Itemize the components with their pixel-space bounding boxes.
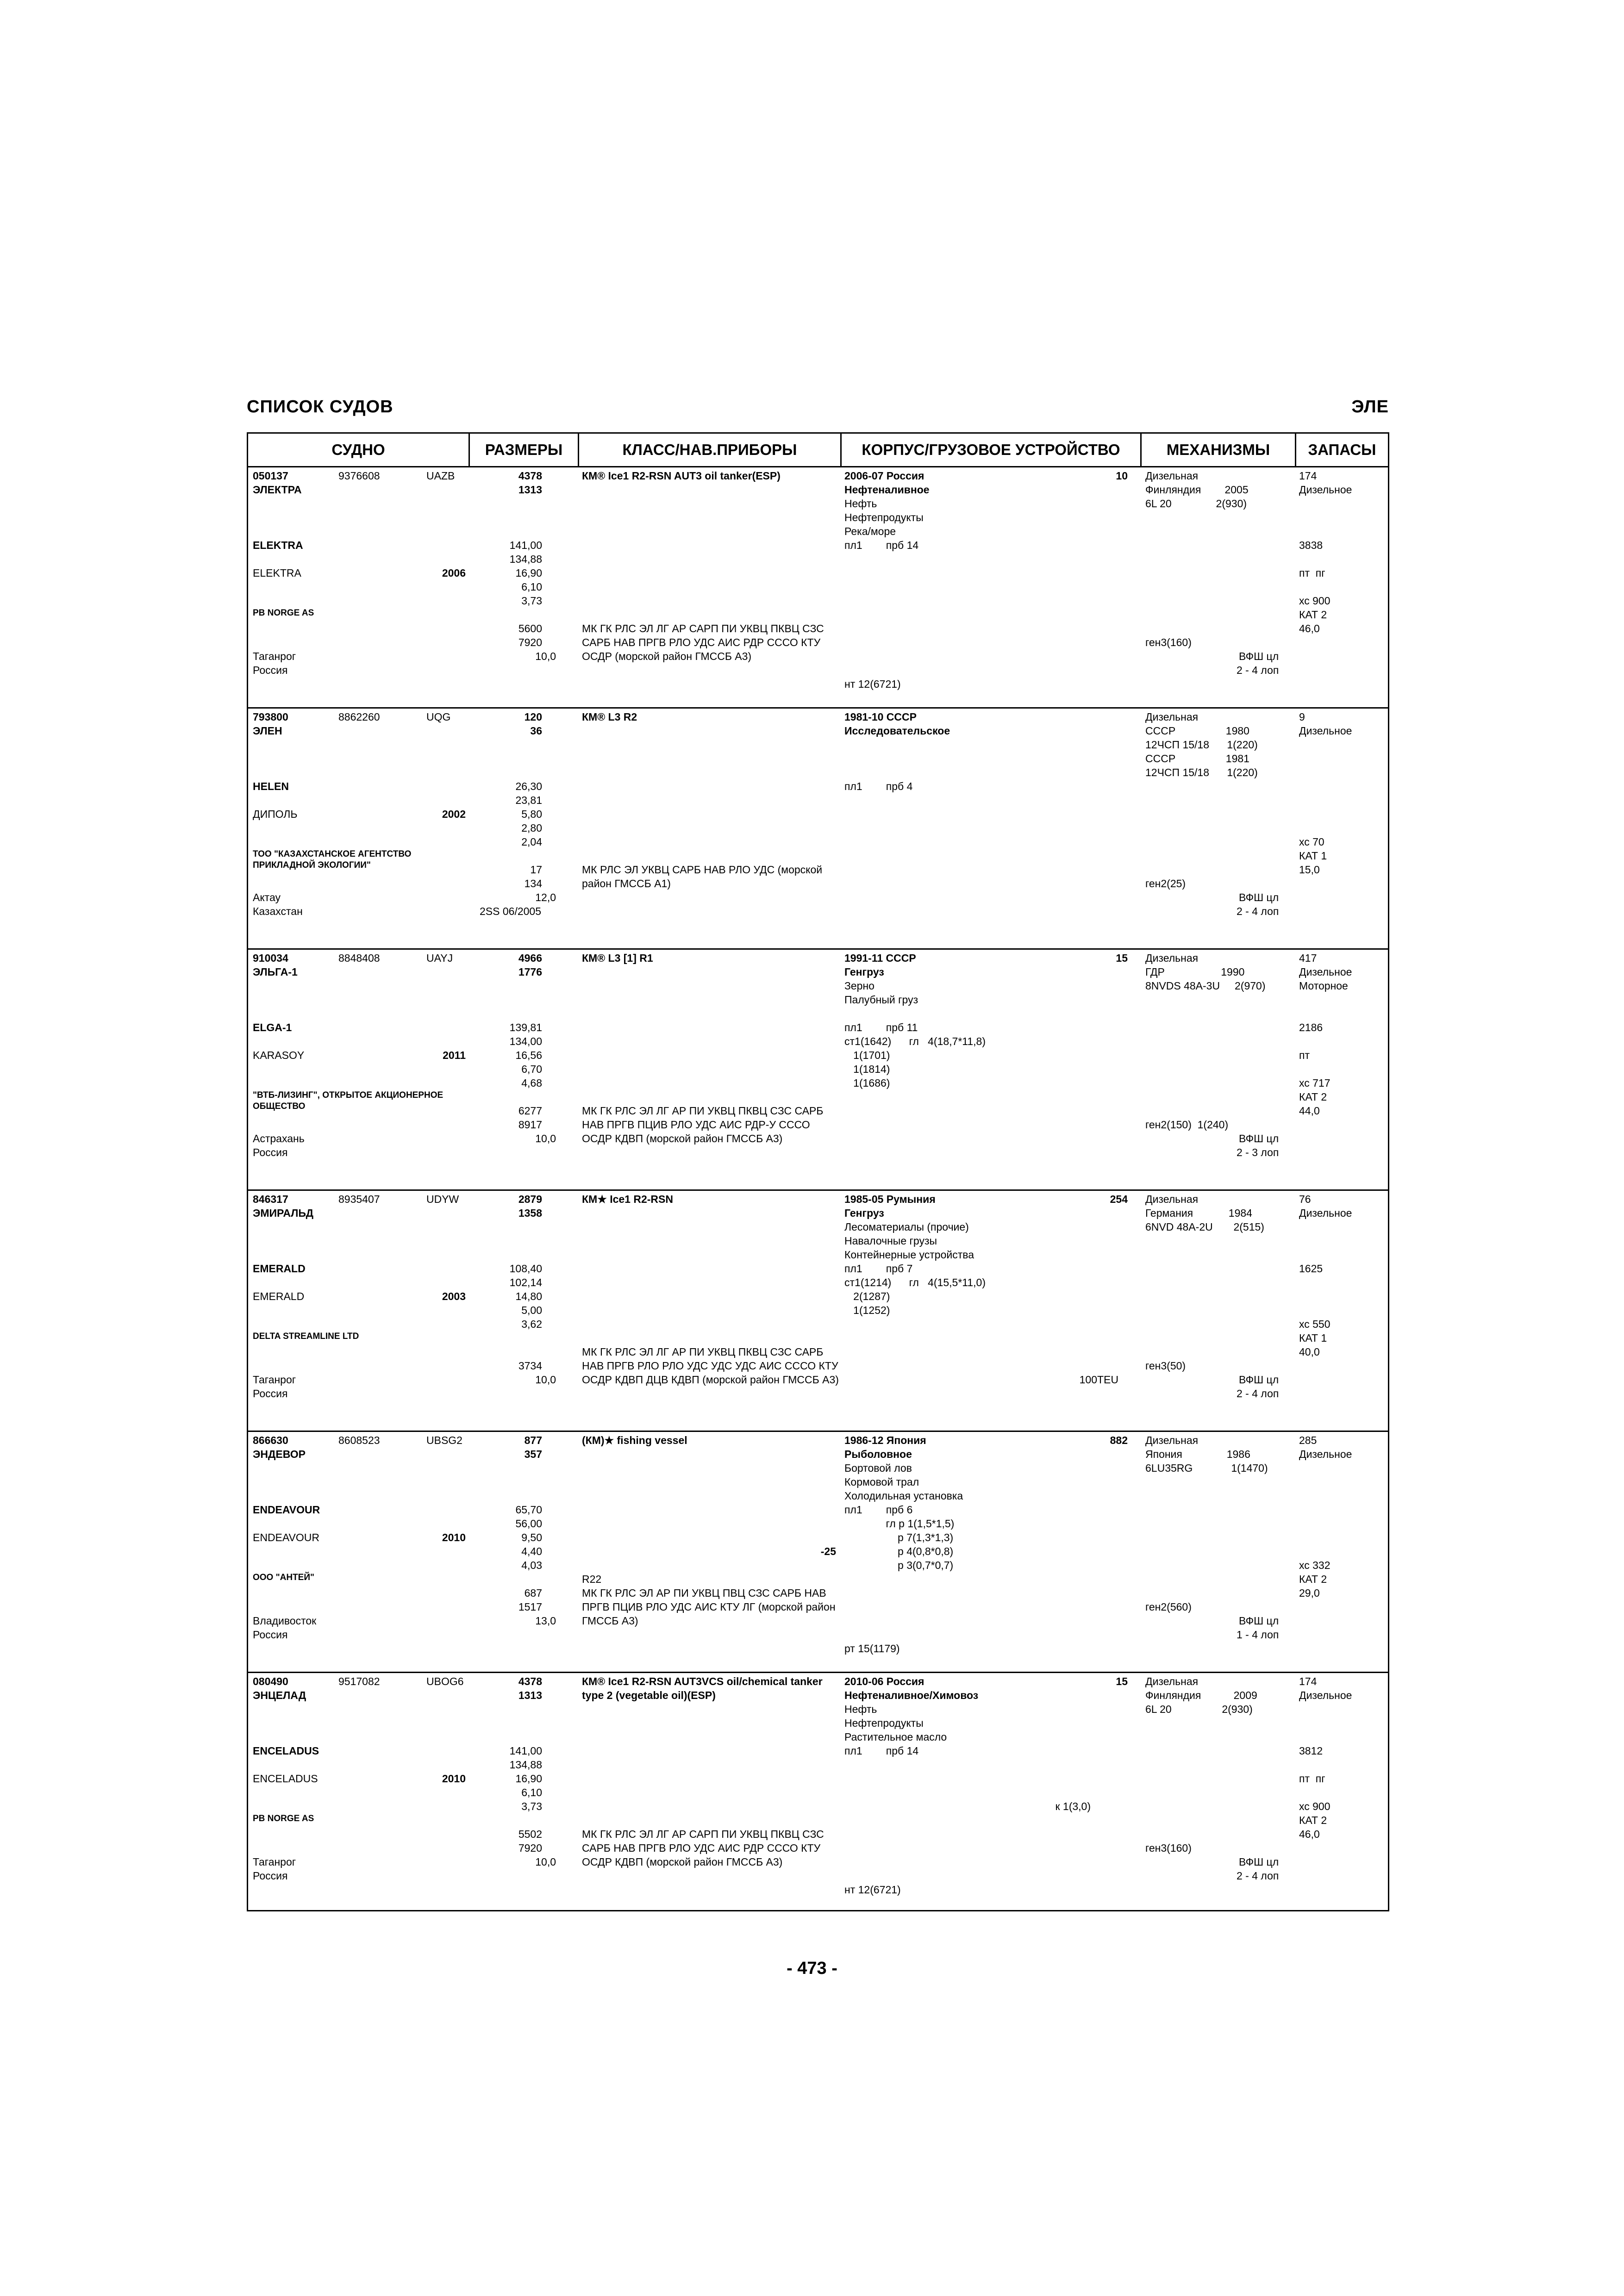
- dimension-value: 10,0: [535, 1856, 556, 1868]
- ship-entry: [248, 1192, 1388, 1433]
- owner: DELTA STREAMLINE LTD: [253, 1332, 359, 1341]
- dimension-value: 36: [530, 725, 542, 737]
- machinery-line: 12ЧСП 15/18 1(220): [1145, 739, 1258, 751]
- supplies-line: 285: [1299, 1434, 1317, 1446]
- dimension-value: 5,00: [521, 1304, 542, 1316]
- navigation-equipment: МК ГК РЛС ЭЛ ЛГ АР ПИ УКВЦ ПКВЦ СЗС САРБ НАВ ПРГВ ПЦИВ РЛО УДС АИС РДР-У СССО ОСДР КДВП (морской район ГМССБ А3): [582, 1105, 824, 1145]
- supplies-line: Дизельное: [1299, 1448, 1352, 1460]
- hull-line: р 3(0,7*0,7): [844, 1559, 954, 1571]
- supplies-line: 46,0: [1299, 1828, 1320, 1840]
- dimension-value: 4966: [518, 952, 542, 964]
- dimension-value: 7920: [518, 1842, 542, 1854]
- owner: PB NORGE AS: [253, 1814, 314, 1823]
- dimension-value: 139,81: [509, 1021, 542, 1033]
- hull-line: Рыболовное: [844, 1448, 912, 1460]
- machinery-line: ген2(150) 1(240): [1145, 1119, 1229, 1131]
- dimension-value: 4,68: [521, 1077, 542, 1089]
- hull-line: Нефтепродукты: [844, 1717, 924, 1729]
- dimension-value: 1313: [518, 484, 542, 496]
- supplies-line: 1625: [1299, 1263, 1323, 1275]
- imo-number: 8862260: [338, 711, 380, 723]
- dimension-value: 14,80: [515, 1290, 542, 1302]
- call-sign: UBSG2: [426, 1434, 462, 1446]
- column-header-hull: КОРПУС/ГРУЗОВОЕ УСТРОЙСТВО: [862, 441, 1120, 458]
- imo-number: 9376608: [338, 470, 380, 482]
- hull-line: нт 12(6721): [844, 678, 901, 690]
- dimension-value: 5600: [518, 622, 542, 635]
- hull-line: р 7(1,3*1,3): [844, 1531, 954, 1543]
- dimension-value: 141,00: [509, 539, 542, 551]
- call-sign: UDYW: [426, 1193, 459, 1205]
- supplies-line: хс 332: [1299, 1559, 1330, 1571]
- supplies-line: 44,0: [1299, 1105, 1320, 1117]
- container-capacity: 100TEU: [1079, 1374, 1118, 1386]
- previous-name: ELEKTRA: [253, 567, 301, 579]
- build-info: 1991-11 СССР: [844, 952, 916, 964]
- dimension-value: 134: [524, 877, 542, 890]
- propeller-blades: 2 - 4 лоп: [1237, 1388, 1279, 1400]
- home-port: Таганрог: [253, 650, 296, 662]
- dimension-value: 357: [524, 1448, 542, 1460]
- page-number: - 473 -: [787, 1959, 837, 1978]
- propeller-type: ВФШ цл: [1239, 1132, 1279, 1145]
- previous-name-year: 2002: [442, 808, 466, 820]
- build-info: 2006-07 Россия: [844, 470, 924, 482]
- dimension-value: 9,50: [521, 1531, 542, 1543]
- ship-register-table: [247, 432, 1389, 1911]
- supplies-line: хс 550: [1299, 1318, 1330, 1330]
- reg-number: 846317: [253, 1193, 288, 1205]
- dimension-value: 10,0: [535, 650, 556, 662]
- dimension-value: 108,40: [509, 1263, 542, 1275]
- flag-country: Россия: [253, 664, 288, 676]
- supplies-line: 174: [1299, 1675, 1317, 1687]
- dimension-value: 3734: [518, 1360, 542, 1372]
- dimension-value: 120: [524, 711, 542, 723]
- supplies-line: 417: [1299, 952, 1317, 964]
- hull-line: Кормовой трал: [844, 1476, 919, 1488]
- ship-name-lat: ENCELADUS: [253, 1745, 319, 1757]
- supplies-line: Моторное: [1299, 980, 1348, 992]
- hull-line: Палубный груз: [844, 994, 918, 1006]
- machinery-line: Дизельная: [1145, 470, 1199, 482]
- home-port: Таганрог: [253, 1374, 296, 1386]
- dimension-value: 4,40: [521, 1545, 542, 1557]
- hull-line: пл1 прб 4: [844, 780, 913, 792]
- ship-entry: [248, 710, 1388, 951]
- machinery-line: ген3(160): [1145, 1842, 1192, 1854]
- dimension-value: 16,56: [515, 1049, 542, 1061]
- machinery-line: 6L 20 2(930): [1145, 498, 1247, 510]
- supplies-line: Дизельное: [1299, 1689, 1352, 1701]
- ship-name-ru: ЭЛЕН: [253, 725, 282, 737]
- ship-name-lat: EMERALD: [253, 1263, 306, 1275]
- flag-country: Россия: [253, 1146, 288, 1158]
- class-notation: КМ® L3 R2: [582, 711, 637, 723]
- column-header-dimensions: РАЗМЕРЫ: [485, 441, 563, 458]
- propeller-type: ВФШ цл: [1239, 1615, 1279, 1627]
- supplies-line: КАТ 2: [1299, 1091, 1327, 1103]
- supplies-line: хс 900: [1299, 1800, 1330, 1812]
- propeller-blades: 2 - 3 лоп: [1237, 1146, 1279, 1158]
- hull-line: 1(1814): [844, 1063, 890, 1075]
- navigation-equipment: МК РЛС ЭЛ УКВЦ САРБ НАВ РЛО УДС (морской район ГМССБ А1): [582, 864, 823, 890]
- hull-line: нт 12(6721): [844, 1884, 901, 1896]
- hull-line: Растительное масло: [844, 1731, 947, 1743]
- hull-line: 2(1287): [844, 1290, 890, 1302]
- refrigerant: R22: [582, 1573, 602, 1585]
- supplies-line: КАТ 2: [1299, 1573, 1327, 1585]
- hull-line: Нефтепродукты: [844, 511, 924, 523]
- dimension-value: 6,10: [521, 581, 542, 593]
- hull-line: Нефтеналивное: [844, 484, 930, 496]
- owner: PB NORGE AS: [253, 608, 314, 618]
- flag-country: Россия: [253, 1629, 288, 1641]
- machinery-line: ГДР 1990: [1145, 966, 1245, 978]
- ship-name-ru: ЭНЦЕЛАД: [253, 1689, 306, 1701]
- reg-number: 080490: [253, 1675, 288, 1687]
- supplies-line: 76: [1299, 1193, 1311, 1205]
- ship-entry: [248, 469, 1388, 710]
- dimension-value: 1776: [518, 966, 542, 978]
- hull-line: Нефть: [844, 498, 877, 510]
- imo-number: 9517082: [338, 1675, 380, 1687]
- column-header-vessel: СУДНО: [331, 441, 385, 458]
- navigation-equipment: МК ГК РЛС ЭЛ АР ПИ УКВЦ ПВЦ СЗС САРБ НАВ ПРГВ ПЦИВ РЛО УДС АИС КТУ ЛГ (морской район ГМССБ А3): [582, 1587, 836, 1627]
- hull-line: пл1 прб 7: [844, 1263, 913, 1275]
- owner: "ВТБ-ЛИЗИНГ", ОТКРЫТОЕ АКЦИОНЕРНОЕ ОБЩЕСТВО: [253, 1090, 443, 1111]
- dimension-value: 16,90: [515, 1773, 542, 1785]
- dimension-value: 877: [524, 1434, 542, 1446]
- imo-number: 8608523: [338, 1434, 380, 1446]
- dimension-value: 13,0: [535, 1615, 556, 1627]
- supplies-line: 3838: [1299, 539, 1323, 551]
- survey-note: 2SS 06/2005: [480, 905, 542, 917]
- dimension-value: 134,88: [509, 553, 542, 565]
- build-info: 1981-10 СССР: [844, 711, 917, 723]
- supplies-line: пт пг: [1299, 567, 1325, 579]
- dimension-value: 102,14: [509, 1276, 542, 1288]
- supplies-line: 2186: [1299, 1021, 1323, 1033]
- hull-line: Генгруз: [844, 1207, 884, 1219]
- ship-name-ru: ЭЛЬГА-1: [253, 966, 298, 978]
- previous-name: KARASOY: [253, 1049, 305, 1061]
- hull-line: Нефтеналивное/Химовоз: [844, 1689, 979, 1701]
- propeller-type: ВФШ цл: [1239, 891, 1279, 903]
- build-info: 1986-12 Япония: [844, 1434, 926, 1446]
- previous-name: EMERALD: [253, 1290, 305, 1302]
- machinery-line: 6LU35RG 1(1470): [1145, 1462, 1268, 1474]
- machinery-line: СССР 1980: [1145, 725, 1249, 737]
- imo-number: 8935407: [338, 1193, 380, 1205]
- hull-line: Контейнерные устройства: [844, 1249, 974, 1261]
- hull-line: пл1 прб 11: [844, 1021, 918, 1033]
- flag-country: Казахстан: [253, 905, 303, 917]
- machinery-line: СССР 1981: [1145, 753, 1249, 765]
- propeller-blades: 1 - 4 лоп: [1237, 1629, 1279, 1641]
- call-sign: UAYJ: [426, 952, 453, 964]
- ship-name-lat: HELEN: [253, 780, 289, 792]
- supplies-line: пт: [1299, 1049, 1310, 1061]
- hull-line: пл1 прб 14: [844, 539, 919, 551]
- dimension-value: 23,81: [515, 794, 542, 806]
- machinery-line: Дизельная: [1145, 711, 1199, 723]
- supplies-line: 9: [1299, 711, 1305, 723]
- column-header-supplies: ЗАПАСЫ: [1308, 441, 1376, 458]
- crane-info: к 1(3,0): [1055, 1800, 1091, 1812]
- flag-country: Россия: [253, 1870, 288, 1882]
- supplies-line: Дизельное: [1299, 725, 1352, 737]
- dimension-value: 56,00: [515, 1518, 542, 1530]
- class-notation: КМ★ Ice1 R2-RSN: [582, 1193, 673, 1205]
- hull-line: рт 15(1179): [844, 1643, 900, 1655]
- machinery-line: 6NVD 48A-2U 2(515): [1145, 1221, 1264, 1233]
- hull-number: 15: [1116, 952, 1128, 964]
- ship-name-ru: ЭЛЕКТРА: [253, 484, 302, 496]
- hull-line: пл1 прб 14: [844, 1745, 919, 1757]
- home-port: Астрахань: [253, 1132, 305, 1145]
- supplies-line: хс 70: [1299, 836, 1324, 848]
- hull-line: Навалочные грузы: [844, 1235, 937, 1247]
- propeller-type: ВФШ цл: [1239, 1374, 1279, 1386]
- supplies-line: Дизельное: [1299, 1207, 1352, 1219]
- dimension-value: 4378: [518, 470, 542, 482]
- machinery-line: 6L 20 2(930): [1145, 1703, 1253, 1715]
- dimension-value: 1313: [518, 1689, 542, 1701]
- dimension-value: 4,03: [521, 1559, 542, 1571]
- hull-line: 1(1686): [844, 1077, 890, 1089]
- dimension-value: 134,00: [509, 1035, 542, 1047]
- hull-number: 882: [1110, 1434, 1128, 1446]
- reg-number: 910034: [253, 952, 288, 964]
- dimension-value: 2,80: [521, 822, 542, 834]
- hull-line: Бортовой лов: [844, 1462, 912, 1474]
- column-header-machinery: МЕХАНИЗМЫ: [1166, 441, 1270, 458]
- supplies-line: Дизельное: [1299, 966, 1352, 978]
- ship-entry: [248, 1674, 1388, 1916]
- dimension-value: 8917: [518, 1119, 542, 1131]
- supplies-line: КАТ 2: [1299, 1814, 1327, 1826]
- ship-name-lat: ELEKTRA: [253, 539, 303, 551]
- machinery-line: 8NVDS 48A-3U 2(970): [1145, 980, 1266, 992]
- hull-line: ст1(1214) гл 4(15,5*11,0): [844, 1276, 986, 1288]
- dimension-value: 6277: [518, 1105, 542, 1117]
- hull-line: Зерно: [844, 980, 874, 992]
- propeller-blades: 2 - 4 лоп: [1237, 664, 1279, 676]
- imo-number: 8848408: [338, 952, 380, 964]
- dimension-value: 6,10: [521, 1786, 542, 1798]
- supplies-line: КАТ 1: [1299, 1332, 1327, 1344]
- class-notation: КМ® Ice1 R2-RSN AUT3 oil tanker(ESP): [582, 470, 781, 482]
- supplies-line: пт пг: [1299, 1773, 1325, 1785]
- hull-number: 10: [1116, 470, 1128, 482]
- dimension-value: 3,73: [521, 595, 542, 607]
- dimension-value: 2879: [518, 1193, 542, 1205]
- previous-name: ENCELADUS: [253, 1773, 318, 1785]
- previous-name-year: 2006: [442, 567, 466, 579]
- dimension-value: 10,0: [535, 1132, 556, 1145]
- hull-line: Лесоматериалы (прочие): [844, 1221, 969, 1233]
- dimension-value: 3,73: [521, 1800, 542, 1812]
- supplies-line: 40,0: [1299, 1346, 1320, 1358]
- dimension-value: 6,70: [521, 1063, 542, 1075]
- dimension-value: 134,88: [509, 1759, 542, 1771]
- propeller-type: ВФШ цл: [1239, 650, 1279, 662]
- previous-name-year: 2011: [443, 1049, 466, 1061]
- hull-line: Река/море: [844, 525, 896, 537]
- previous-name-year: 2010: [442, 1773, 466, 1785]
- dimension-value: 10,0: [535, 1374, 556, 1386]
- previous-name: ДИПОЛЬ: [253, 808, 298, 820]
- propeller-blades: 2 - 4 лоп: [1237, 1870, 1279, 1882]
- machinery-line: ген2(560): [1145, 1601, 1192, 1613]
- machinery-line: ген2(25): [1145, 877, 1186, 890]
- home-port: Актау: [253, 891, 281, 903]
- supplies-line: КАТ 1: [1299, 850, 1327, 862]
- machinery-line: Дизельная: [1145, 952, 1199, 964]
- machinery-line: Финляндия 2005: [1145, 484, 1249, 496]
- dimension-value: 17: [530, 864, 542, 876]
- previous-name-year: 2010: [442, 1531, 466, 1543]
- supplies-line: 29,0: [1299, 1587, 1320, 1599]
- dimension-value: 687: [524, 1587, 542, 1599]
- dimension-value: 141,00: [509, 1745, 542, 1757]
- dimension-value: 16,90: [515, 567, 542, 579]
- ship-name-lat: ENDEAVOUR: [253, 1504, 320, 1516]
- home-port: Владивосток: [253, 1615, 317, 1627]
- call-sign: UAZB: [426, 470, 455, 482]
- hull-line: р 4(0,8*0,8): [844, 1545, 954, 1557]
- machinery-line: Германия 1984: [1145, 1207, 1252, 1219]
- class-notation: КМ® Ice1 R2-RSN AUT3VCS oil/chemical tanker type 2 (vegetable oil)(ESP): [582, 1675, 823, 1701]
- page-header-title: СПИСОК СУДОВ: [247, 397, 394, 417]
- supplies-line: 15,0: [1299, 864, 1320, 876]
- temperature: -25: [820, 1545, 836, 1557]
- machinery-line: Дизельная: [1145, 1434, 1199, 1446]
- supplies-line: Дизельное: [1299, 484, 1352, 496]
- dimension-value: 5502: [518, 1828, 542, 1840]
- machinery-line: 12ЧСП 15/18 1(220): [1145, 766, 1258, 778]
- column-header-class: КЛАСС/НАВ.ПРИБОРЫ: [622, 441, 797, 458]
- hull-line: пл1 прб 6: [844, 1504, 913, 1516]
- build-info: 2010-06 Россия: [844, 1675, 924, 1687]
- machinery-line: Дизельная: [1145, 1675, 1199, 1687]
- supplies-line: 46,0: [1299, 622, 1320, 635]
- dimension-value: 1358: [518, 1207, 542, 1219]
- dimension-value: 65,70: [515, 1504, 542, 1516]
- call-sign: UQG: [426, 711, 451, 723]
- machinery-line: ген3(160): [1145, 636, 1192, 648]
- hull-line: Исследовательское: [844, 725, 950, 737]
- reg-number: 050137: [253, 470, 288, 482]
- hull-line: Холодильная установка: [844, 1490, 963, 1502]
- home-port: Таганрог: [253, 1856, 296, 1868]
- machinery-line: Япония 1986: [1145, 1448, 1250, 1460]
- previous-name-year: 2003: [442, 1290, 466, 1302]
- navigation-equipment: МК ГК РЛС ЭЛ ЛГ АР ПИ УКВЦ ПКВЦ СЗС САРБ НАВ ПРГВ РЛО РЛО УДС УДС УДС АИС СССО КТУ ОСДР КДВП ДЦВ КДВП (морской район ГМССБ А3): [582, 1346, 839, 1386]
- machinery-line: ген3(50): [1145, 1360, 1186, 1372]
- reg-number: 793800: [253, 711, 288, 723]
- hull-line: гл р 1(1,5*1,5): [844, 1518, 955, 1530]
- propeller-blades: 2 - 4 лоп: [1237, 905, 1279, 917]
- supplies-line: 3812: [1299, 1745, 1323, 1757]
- machinery-line: Дизельная: [1145, 1193, 1199, 1205]
- hull-number: 254: [1110, 1193, 1128, 1205]
- hull-line: Генгруз: [844, 966, 884, 978]
- ship-name-lat: ELGA-1: [253, 1021, 292, 1033]
- owner: ТОО "КАЗАХСТАНСКОЕ АГЕНТСТВО ПРИКЛАДНОЙ ЭКОЛОГИИ": [253, 849, 412, 870]
- hull-number: 15: [1116, 1675, 1128, 1687]
- dimension-value: 7920: [518, 636, 542, 648]
- dimension-value: 4378: [518, 1675, 542, 1687]
- ship-name-ru: ЭМИРАЛЬД: [253, 1207, 314, 1219]
- ship-entry: [248, 1433, 1388, 1674]
- hull-line: ст1(1642) гл 4(18,7*11,8): [844, 1035, 986, 1047]
- previous-name: ENDEAVOUR: [253, 1531, 319, 1543]
- dimension-value: 2,04: [521, 836, 542, 848]
- dimension-value: 3,62: [521, 1318, 542, 1330]
- propeller-type: ВФШ цл: [1239, 1856, 1279, 1868]
- page-header-section: ЭЛЕ: [1351, 397, 1389, 417]
- hull-line: 1(1701): [844, 1049, 890, 1061]
- hull-line: 1(1252): [844, 1304, 890, 1316]
- owner: ООО "АНТЕЙ": [253, 1573, 315, 1582]
- hull-line: Нефть: [844, 1703, 877, 1715]
- flag-country: Россия: [253, 1388, 288, 1400]
- machinery-line: Финляндия 2009: [1145, 1689, 1257, 1701]
- dimension-value: 26,30: [515, 780, 542, 792]
- navigation-equipment: МК ГК РЛС ЭЛ ЛГ АР САРП ПИ УКВЦ ПКВЦ СЗС САРБ НАВ ПРГВ РЛО УДС АИС РДР СССО КТУ ОСДР КДВП (морской район ГМССБ А3): [582, 1828, 824, 1868]
- dimension-value: 5,80: [521, 808, 542, 820]
- supplies-line: хс 900: [1299, 595, 1330, 607]
- reg-number: 866630: [253, 1434, 288, 1446]
- navigation-equipment: МК ГК РЛС ЭЛ ЛГ АР САРП ПИ УКВЦ ПКВЦ СЗС САРБ НАВ ПРГВ РЛО УДС АИС РДР СССО КТУ ОСДР (морской район ГМССБ А3): [582, 622, 824, 662]
- ship-name-ru: ЭНДЕВОР: [253, 1448, 306, 1460]
- dimension-value: 1517: [518, 1601, 542, 1613]
- supplies-line: хс 717: [1299, 1077, 1330, 1089]
- dimension-value: 12,0: [535, 891, 556, 903]
- class-notation: КМ® L3 [1] R1: [582, 952, 653, 964]
- ship-entry: [248, 951, 1388, 1192]
- class-notation: (КМ)★ fishing vessel: [582, 1434, 687, 1446]
- supplies-line: 174: [1299, 470, 1317, 482]
- call-sign: UBOG6: [426, 1675, 464, 1687]
- supplies-line: КАТ 2: [1299, 609, 1327, 621]
- build-info: 1985-05 Румыния: [844, 1193, 936, 1205]
